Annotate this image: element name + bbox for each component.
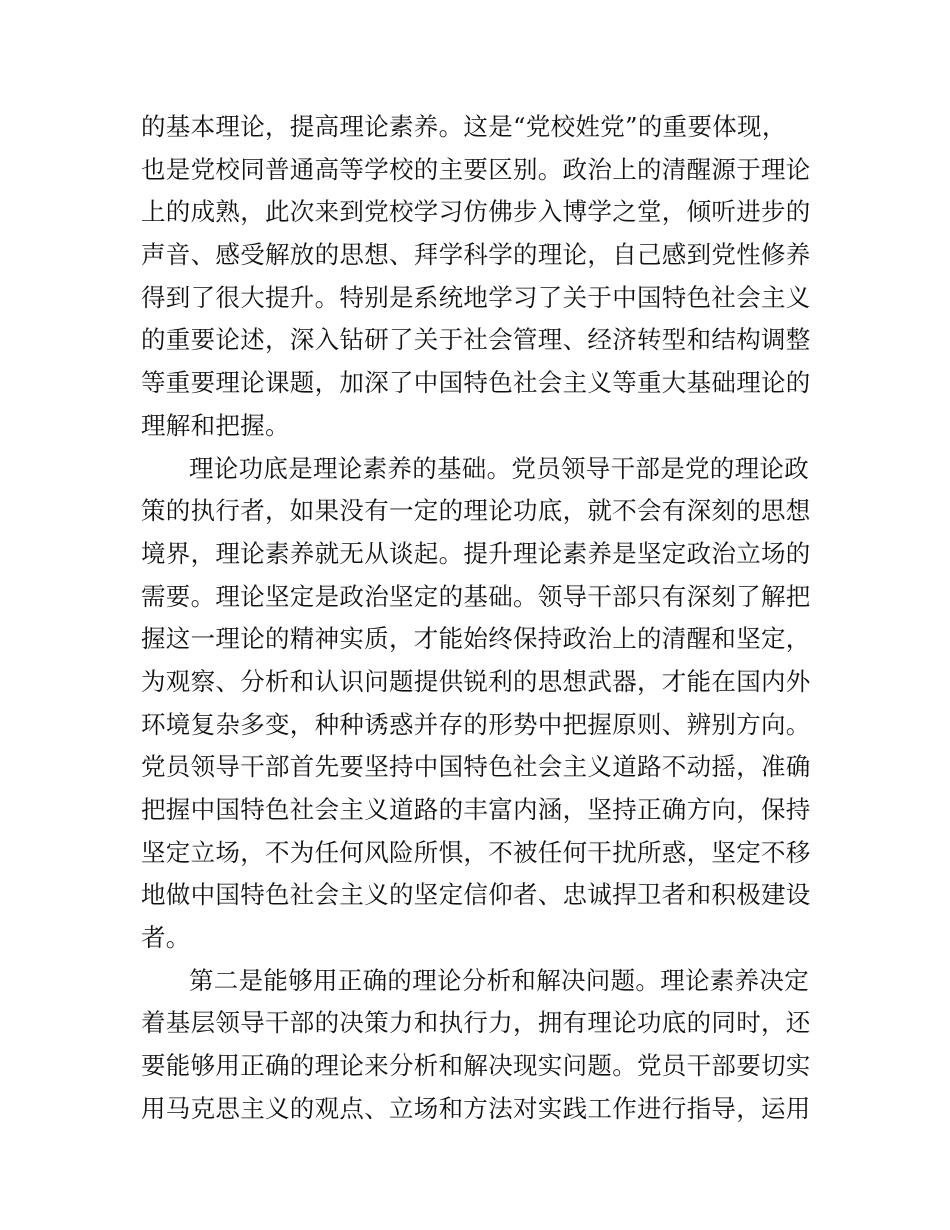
text-line: 声音、感受解放的思想、拜学科学的理论，自己感到党性修养 <box>141 240 811 270</box>
text-line: 上的成熟，此次来到党校学习仿佛步入博学之堂，倾听进步的 <box>141 197 811 227</box>
text-line: 策的执行者，如果没有一定的理论功底，就不会有深刻的思想 <box>141 496 811 526</box>
text-line: 需要。理论坚定是政治坚定的基础。领导干部只有深刻了解把 <box>141 581 811 611</box>
text-line: 的基本理论，提高理论素养。这是“党校姓党”的重要体现， <box>141 112 787 141</box>
paragraph-1 <box>141 106 811 448</box>
text-line: 环境复杂多变，种种诱惑并存的形势中把握原则、辨别方向。 <box>141 709 811 739</box>
paragraph-2 <box>141 448 811 960</box>
text-line: 坚定立场，不为任何风险所惧，不被任何干扰所惑，坚定不移 <box>141 837 811 867</box>
text-line: 第二是能够用正确的理论分析和解决问题。理论素养决定 <box>189 965 809 995</box>
text-line: 要能够用正确的理论来分析和解决现实问题。党员干部要切实 <box>141 1051 811 1081</box>
text-line: 着基层领导干部的决策力和执行力，拥有理论功底的同时，还 <box>141 1008 811 1038</box>
text-line: 把握中国特色社会主义道路的丰富内涵，坚持正确方向，保持 <box>141 795 811 824</box>
text-line: 用马克思主义的观点、立场和方法对实践工作进行指导，运用 <box>141 1093 811 1123</box>
text-line: 理论功底是理论素养的基础。党员领导干部是党的理论政 <box>189 453 809 483</box>
text-line: 为观察、分析和认识问题提供锐利的思想武器，才能在国内外 <box>141 666 811 696</box>
text-line: 得到了很大提升。特别是系统地学习了关于中国特色社会主义 <box>141 282 811 312</box>
text-line: 境界，理论素养就无从谈起。提升理论素养是坚定政治立场的 <box>141 538 811 568</box>
paragraph-3 <box>141 960 811 1131</box>
text-line: 握这一理论的精神实质，才能始终保持政治上的清醒和坚定， <box>141 624 811 654</box>
text-line: 者。 <box>141 923 191 953</box>
document-body <box>141 106 811 1131</box>
text-line: 的重要论述，深入钻研了关于社会管理、经济转型和结构调整 <box>141 325 811 355</box>
text-line: 理解和把握。 <box>141 410 290 440</box>
text-line: 等重要理论课题，加深了中国特色社会主义等重大基础理论的 <box>141 368 811 398</box>
text-line: 地做中国特色社会主义的坚定信仰者、忠诚捍卫者和积极建设 <box>141 880 811 910</box>
text-line: 党员领导干部首先要坚持中国特色社会主义道路不动摇，准确 <box>141 752 811 782</box>
text-line: 也是党校同普通高等学校的主要区别。政治上的清醒源于理论 <box>141 154 811 184</box>
